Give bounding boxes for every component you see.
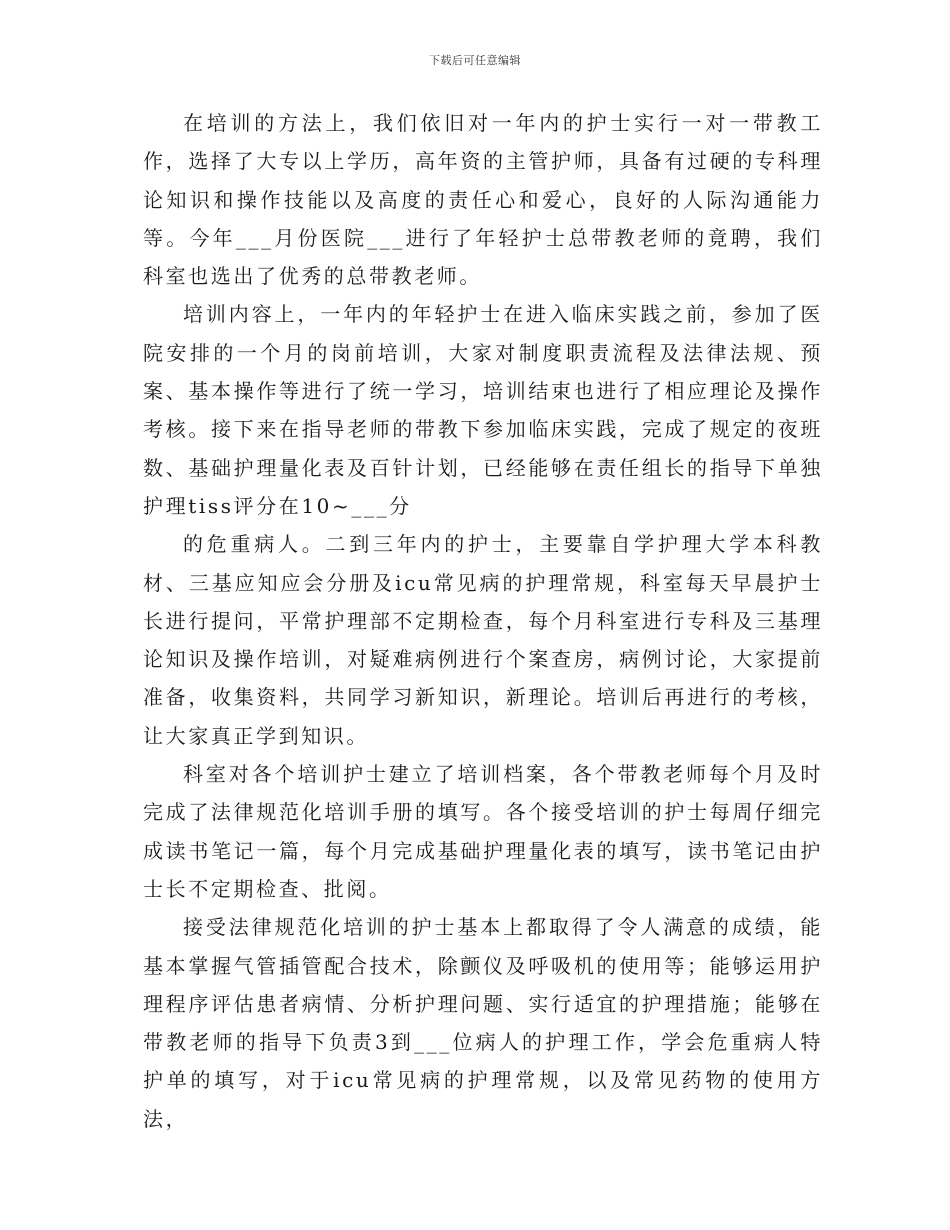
paragraph-training-method: 在培训的方法上，我们依旧对一年内的护士实行一对一带教工作，选择了大专以上学历，高年资的主管护师，具备有过硬的专科理论知识和操作技能以及高度的责任心和爱心，良好的人际沟通能力等。今年___月份医院___进行了年轻护士总带教老师的竟聘，我们科室也选出了优秀的总带教老师。 (143, 111, 823, 289)
page-header-note: 下载后可任意编辑 (429, 54, 521, 67)
paragraph-training-records: 科室对各个培训护士建立了培训档案，各个带教老师每个月及时完成了法律规范化培训手册的填写。各个接受培训的护士每周仔细完成读书笔记一篇，每个月完成基础护理量化表的填写，读书笔记由护士长不定期检查、批阅。 (143, 762, 823, 901)
paragraph-training-content: 培训内容上，一年内的年轻护士在进入临床实践之前，参加了医院安排的一个月的岗前培训，大家对制度职责流程及法律法规、预案、基本操作等进行了统一学习，培训结束也进行了相应理论及操作考核。接下来在指导老师的带教下参加临床实践，完成了规定的夜班数、基础护理量化表及百针计划，已经能够在责任组长的指导下单独护理tiss评分在10~___分 (143, 302, 823, 518)
document-body (143, 104, 823, 1138)
paragraph-senior-nurses: 的危重病人。二到三年内的护士，主要靠自学护理大学本科教材、三基应知应会分册及icu常见病的护理常规，科室每天早晨护士长进行提问，平常护理部不定期检查，每个月科室进行专科及三基理论知识及操作培训，对疑难病例进行个案查房，病例讨论，大家提前准备，收集资料，共同学习新知识，新理论。培训后再进行的考核，让大家真正学到知识。 (143, 532, 823, 748)
paragraph-training-results: 接受法律规范化培训的护士基本上都取得了令人满意的成绩，能基本掌握气管插管配合技术，除颤仪及呼吸机的使用等；能够运用护理程序评估患者病情、分析护理问题、实行适宜的护理措施；能够在带教老师的指导下负责3到___位病人的护理工作，学会危重病人特护单的填写，对于icu常见病的护理常规，以及常见药物的使用方法， (143, 915, 823, 1131)
